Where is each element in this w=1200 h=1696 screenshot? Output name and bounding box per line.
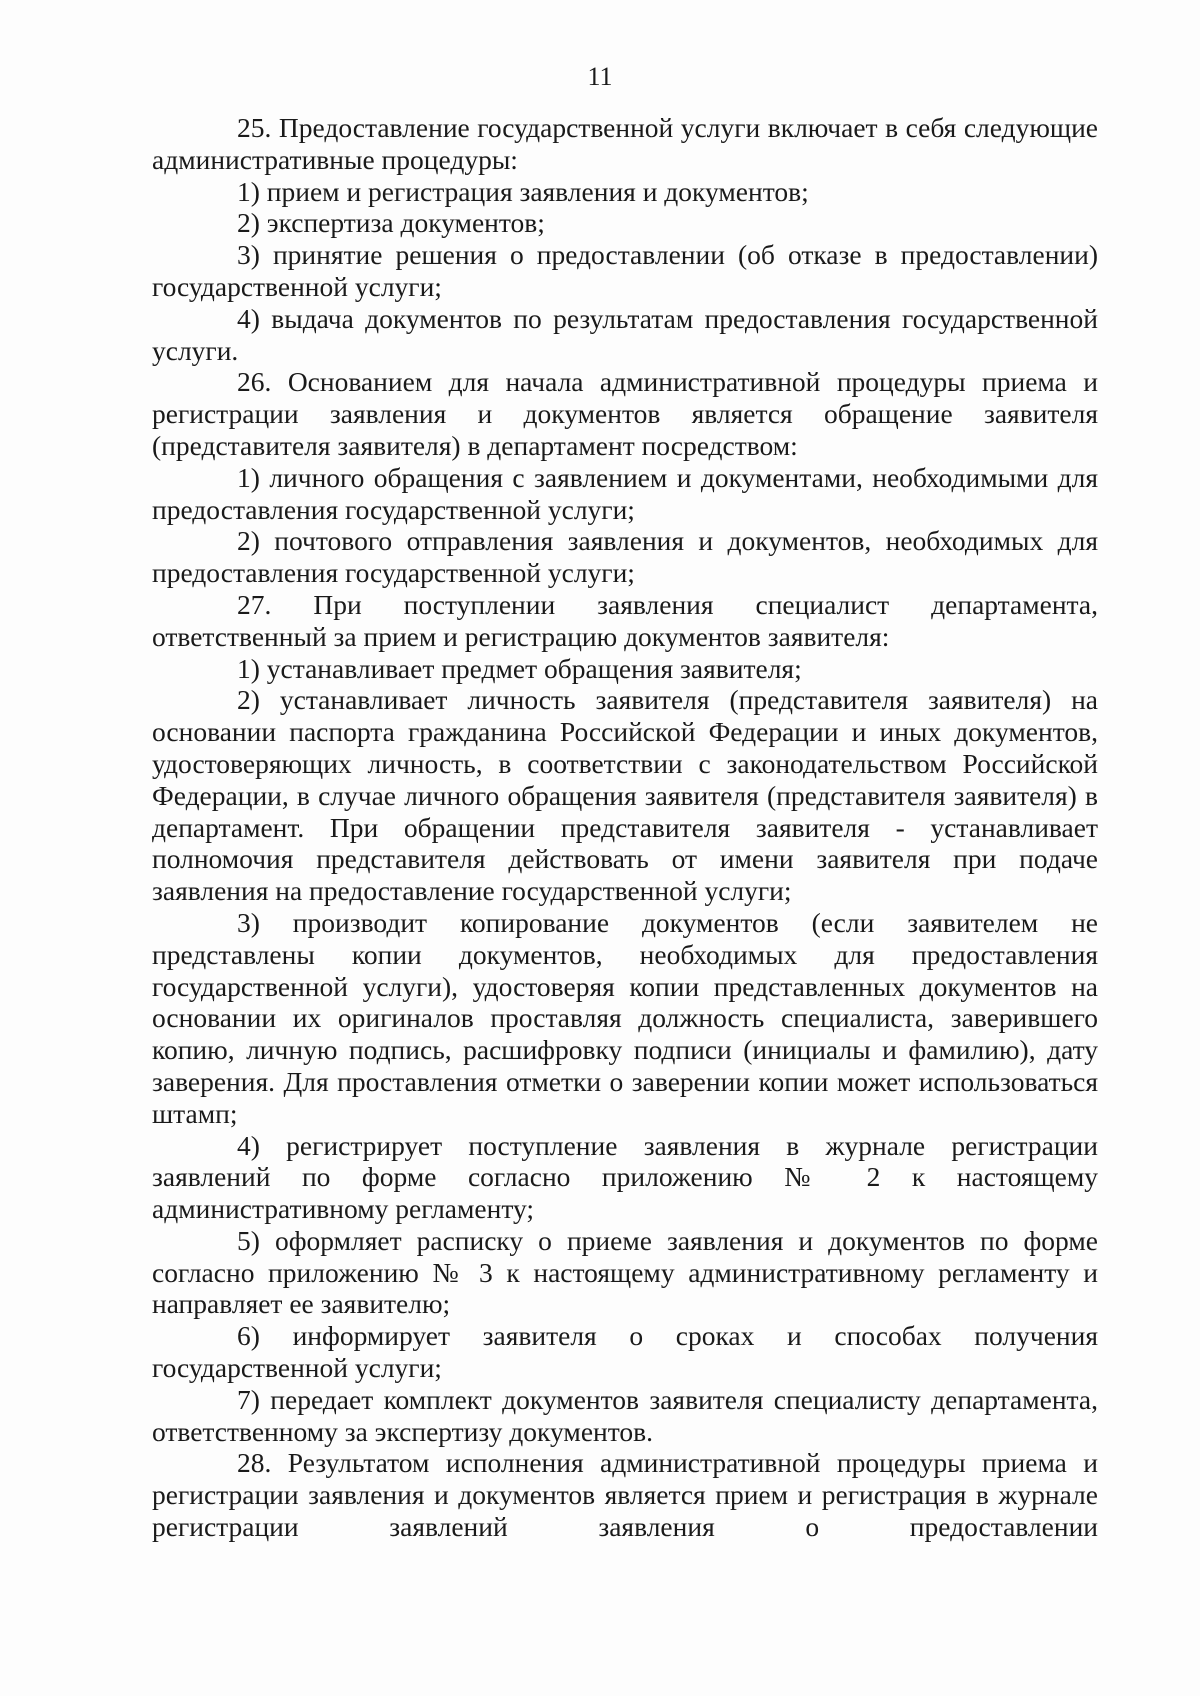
list-item-personal-visit: 1) личного обращения с заявлением и документами, необходимыми для предоставления государственной услуги;	[152, 461, 1098, 525]
document-body	[152, 112, 1098, 1543]
list-item-registration: 4) регистрирует поступление заявления в журнале регистрации заявлений по форме согласно приложению № 2 к настоящему административному регламенту;	[152, 1129, 1098, 1225]
list-item-issuance: 4) выдача документов по результатам предоставления государственной услуги.	[152, 302, 1098, 366]
list-item-reception: 1) прием и регистрация заявления и документов;	[237, 175, 809, 207]
page-number: 11	[587, 62, 613, 91]
paragraph-27: 27. При поступлении заявления специалист департамента, ответственный за прием и регистрацию документов заявителя:	[152, 588, 1098, 652]
list-item-postal: 2) почтового отправления заявления и документов, необходимых для предоставления государственной услуги;	[152, 525, 1098, 589]
list-item-informing: 6) информирует заявителя о сроках и способах получения государственной услуги;	[152, 1320, 1098, 1384]
list-item-copying: 3) производит копирование документов (если заявителем не представлены копии документов, необходимых для предоставления государственной услуги), удостоверяя копии представленных документов на основании их оригиналов проставляя должность специалиста, заверившего копию, личную подпись, расшифровку подписи (инициалы и фамилию), дату заверения. Для проставления отметки о заверении копии может использоваться штамп;	[152, 906, 1098, 1129]
paragraph-25: 25. Предоставление государственной услуги включает в себя следующие административные процедуры:	[152, 112, 1098, 175]
list-item-expertise: 2) экспертиза документов;	[237, 207, 545, 239]
paragraph-28: 28. Результатом исполнения административной процедуры приема и регистрации заявления и документов является прием и регистрация в журнале регистрации заявлений заявления о предоставлении	[152, 1447, 1098, 1543]
list-item-decision: 3) принятие решения о предоставлении (об отказе в предоставлении) государственной услуги;	[152, 239, 1098, 302]
list-item-transfer: 7) передает комплект документов заявителя специалисту департамента, ответственному за экспертизу документов.	[152, 1383, 1098, 1447]
list-item-subject: 1) устанавливает предмет обращения заявителя;	[237, 652, 802, 684]
list-item-receipt: 5) оформляет расписку о приеме заявления и документов по форме согласно приложению № 3 к настоящему административному регламенту и направляет ее заявителю;	[152, 1224, 1098, 1320]
paragraph-26: 26. Основанием для начала административной процедуры приема и регистрации заявления и документов является обращение заявителя (представителя заявителя) в департамент посредством:	[152, 366, 1098, 461]
list-item-identity: 2) устанавливает личность заявителя (представителя заявителя) на основании паспорта гражданина Российской Федерации и иных документов, удостоверяющих личность, в соответствии с законодательством Российской Федерации, в случае личного обращения заявителя (представителя заявителя) в департамент. При обращении представителя заявителя - устанавливает полномочия представителя действовать от имени заявителя при подаче заявления на предоставление государственной услуги;	[152, 684, 1098, 907]
